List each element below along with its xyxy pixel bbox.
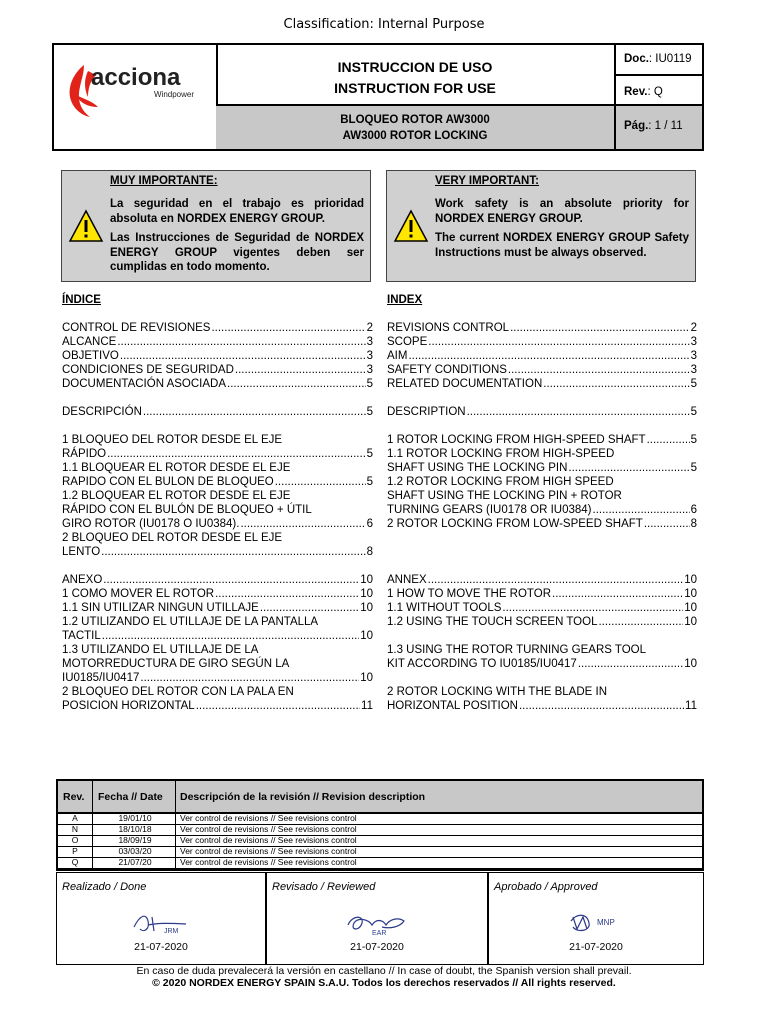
col-date: Fecha // Date: [98, 791, 163, 803]
cell-date: 18/10/18: [118, 824, 152, 834]
toc-entry[interactable]: GIRO ROTOR (IU0178 O IU0384). ..... 6: [62, 517, 373, 531]
subtitle-cell: [216, 106, 616, 149]
cell-desc: Ver control de revisions // See revisions control: [180, 824, 357, 834]
warning-text-es-2: Las Instrucciones de Seguridad de NORDEX ENERGY GROUP vigentes deben ser cumplidas en todo momento.: [110, 232, 364, 273]
toc-entry-line[interactable]: RÁPIDO CON EL BULÓN DE BLOQUEO + ÚTIL: [62, 504, 312, 516]
doc-cell: Doc.: IU0119: [616, 45, 702, 76]
cell-date: 18/09/19: [118, 835, 152, 845]
page-value: : 1 / 11: [648, 120, 683, 132]
signature-approved: Aprobado / Approved MNP 21-07-2020: [488, 872, 704, 965]
toc-entry[interactable]: SHAFT USING THE LOCKING PIN ..... 5: [387, 461, 697, 475]
toc-entry-line[interactable]: SHAFT USING THE LOCKING PIN + ROTOR: [387, 490, 622, 502]
toc-entry[interactable]: 2 ROTOR LOCKING FROM LOW-SPEED SHAFT ..... 8: [387, 517, 697, 531]
table-row: [58, 836, 702, 847]
revision-table-header: [58, 781, 702, 814]
toc-entry[interactable]: 1.2 USING THE TOUCH SCREEN TOOL ..... 10: [387, 615, 697, 629]
warning-icon: [393, 209, 429, 243]
toc-entry-line[interactable]: 1.1 ROTOR LOCKING FROM HIGH-SPEED: [387, 448, 615, 460]
toc-entry[interactable]: CONTROL DE REVISIONES ..... 2: [62, 321, 373, 335]
cell-rev: A: [72, 813, 78, 823]
toc-entry-line[interactable]: 1.2 ROTOR LOCKING FROM HIGH SPEED: [387, 476, 614, 488]
toc-entry[interactable]: 1 COMO MOVER EL ROTOR ..... 10: [62, 587, 373, 601]
toc-entry-line[interactable]: 2 ROTOR LOCKING WITH THE BLADE IN: [387, 686, 608, 698]
warning-text-en-1: Work safety is an absolute priority for NORDEX ENERGY GROUP.: [435, 198, 689, 225]
toc-entry-line[interactable]: 1.3 UTILIZANDO EL UTILLAJE DE LA: [62, 644, 259, 656]
toc-entry-line[interactable]: 1.3 USING THE ROTOR TURNING GEARS TOOL: [387, 644, 647, 656]
table-row: [58, 825, 702, 836]
footer-note: En caso de duda prevalecerá la versión en castellano // In case of doubt, the Spanish version shall prevail.: [136, 965, 632, 977]
toc-entry[interactable]: 1 HOW TO MOVE THE ROTOR ..... 10: [387, 587, 697, 601]
toc-entry[interactable]: LENTO ..... 8: [62, 545, 373, 559]
toc-entry[interactable]: RÁPIDO ..... 5: [62, 447, 373, 461]
signature-image: [342, 909, 412, 937]
toc-entry[interactable]: HORIZONTAL POSITION ..... 11: [387, 699, 697, 713]
table-row: [58, 847, 702, 858]
table-row: [58, 858, 702, 869]
warning-title-es: MUY IMPORTANTE:: [110, 175, 218, 187]
toc-entry[interactable]: REVISIONS CONTROL ..... 2: [387, 321, 697, 335]
warning-text-es-1: La seguridad en el trabajo es prioridad absoluta en NORDEX ENERGY GROUP.: [110, 198, 364, 225]
warning-icon: [68, 209, 104, 243]
toc-entry-line[interactable]: 2 BLOQUEO DEL ROTOR DESDE EL EJE: [62, 532, 283, 544]
title-en: INSTRUCTION FOR USE: [334, 80, 496, 96]
toc-entry[interactable]: ALCANCE ..... 3: [62, 335, 373, 349]
svg-text:acciona: acciona: [91, 64, 181, 91]
toc-entry[interactable]: RAPIDO CON EL BULON DE BLOQUEO ..... 5: [62, 475, 373, 489]
signature-done: Realizado / Done JRM 21-07-2020: [56, 872, 266, 965]
toc-entry[interactable]: OBJETIVO ..... 3: [62, 349, 373, 363]
title-cell: [216, 45, 616, 106]
warning-box-es: [61, 170, 371, 282]
toc-entry[interactable]: ANNEX ..... 10: [387, 573, 697, 587]
acciona-logo: [54, 45, 214, 149]
warning-text-en-2: The current NORDEX ENERGY GROUP Safety Instructions must be always observed.: [435, 232, 689, 259]
index-title-es: ÍNDICE: [62, 294, 101, 306]
page-cell: Pág.: 1 / 11: [616, 106, 702, 149]
document-header: [52, 43, 704, 151]
logo-cell: [54, 45, 218, 149]
toc-entry-line[interactable]: MOTORREDUCTURA DE GIRO SEGÚN LA: [62, 658, 290, 670]
cell-desc: Ver control de revisions // See revisions control: [180, 857, 357, 867]
rev-value: : Q: [647, 86, 663, 98]
toc-entry[interactable]: DESCRIPTION ..... 5: [387, 405, 697, 419]
classification-label: Classification: Internal Purpose: [283, 17, 485, 32]
toc-entry[interactable]: CONDICIONES DE SEGURIDAD ..... 3: [62, 363, 373, 377]
cell-desc: Ver control de revisions // See revisions control: [180, 846, 357, 856]
toc-entry[interactable]: DESCRIPCIÓN ..... 5: [62, 405, 373, 419]
svg-text:EAR: EAR: [372, 930, 387, 937]
toc-entry-line[interactable]: 1 BLOQUEO DEL ROTOR DESDE EL EJE: [62, 434, 283, 446]
subtitle-en: AW3000 ROTOR LOCKING: [342, 130, 488, 142]
toc-entry[interactable]: SAFETY CONDITIONS ..... 3: [387, 363, 697, 377]
toc-entry[interactable]: ANEXO ..... 10: [62, 573, 373, 587]
toc-entry[interactable]: DOCUMENTACIÓN ASOCIADA ..... 5: [62, 377, 373, 391]
footer-copyright: © 2020 NORDEX ENERGY SPAIN S.A.U. Todos los derechos reservados // All rights reserved.: [152, 977, 616, 989]
toc-entry-line[interactable]: 1.1 BLOQUEAR EL ROTOR DESDE EL EJE: [62, 462, 291, 474]
col-desc: Descripción de la revisión // Revision description: [180, 791, 426, 803]
signature-image: [126, 909, 196, 937]
warning-box-en: [386, 170, 696, 282]
toc-entry[interactable]: 1.1 WITHOUT TOOLS ..... 10: [387, 601, 697, 615]
doc-value: : IU0119: [648, 53, 692, 65]
cell-date: 19/01/10: [118, 813, 152, 823]
cell-desc: Ver control de revisions // See revisions control: [180, 813, 357, 823]
title-es: INSTRUCCION DE USO: [337, 59, 493, 75]
col-rev: Rev.: [63, 791, 85, 803]
index-title-en: INDEX: [387, 294, 423, 306]
toc-entry[interactable]: POSICION HORIZONTAL ..... 11: [62, 699, 373, 713]
svg-text:Windpower: Windpower: [154, 90, 195, 99]
cell-rev: P: [72, 846, 78, 856]
toc-entry-line[interactable]: 1.2 BLOQUEAR EL ROTOR DESDE EL EJE: [62, 490, 291, 502]
toc-entry[interactable]: 1.1 SIN UTILIZAR NINGUN UTILLAJE ..... 10: [62, 601, 373, 615]
cell-rev: N: [71, 824, 79, 834]
toc-entry-line[interactable]: 2 BLOQUEO DEL ROTOR CON LA PALA EN: [62, 686, 294, 698]
revision-table: [56, 779, 704, 871]
cell-rev: O: [71, 835, 79, 845]
toc-entry[interactable]: AIM ..... 3: [387, 349, 697, 363]
signature-image: [561, 909, 631, 937]
toc-entry[interactable]: 1 ROTOR LOCKING FROM HIGH-SPEED SHAFT ..... 5: [387, 433, 697, 447]
toc-entry[interactable]: TACTIL ..... 10: [62, 629, 373, 643]
toc-entry[interactable]: KIT ACCORDING TO IU0185/IU0417 ..... 10: [387, 657, 697, 671]
cell-date: 03/03/20: [118, 846, 152, 856]
cell-desc: Ver control de revisions // See revisions control: [180, 835, 357, 845]
signature-reviewed: Revisado / Reviewed EAR 21-07-2020: [266, 872, 488, 965]
table-row: [58, 814, 702, 825]
cell-rev: Q: [71, 857, 79, 867]
cell-date: 21/07/20: [118, 857, 152, 867]
toc-entry[interactable]: TURNING GEARS (IU0178 OR IU0384) ..... 6: [387, 503, 697, 517]
svg-text:MNP: MNP: [597, 918, 615, 927]
toc-entry[interactable]: SCOPE ..... 3: [387, 335, 697, 349]
toc-entry[interactable]: RELATED DOCUMENTATION ..... 5: [387, 377, 697, 391]
rev-cell: Rev.: Q: [616, 76, 702, 106]
toc-entry-line[interactable]: 1.2 UTILIZANDO EL UTILLAJE DE LA PANTALLA: [62, 616, 319, 628]
subtitle-es: BLOQUEO ROTOR AW3000: [340, 114, 490, 126]
warning-title-en: VERY IMPORTANT:: [435, 175, 539, 187]
svg-text:JRM: JRM: [164, 928, 179, 935]
toc-entry[interactable]: IU0185/IU0417 ..... 10: [62, 671, 373, 685]
